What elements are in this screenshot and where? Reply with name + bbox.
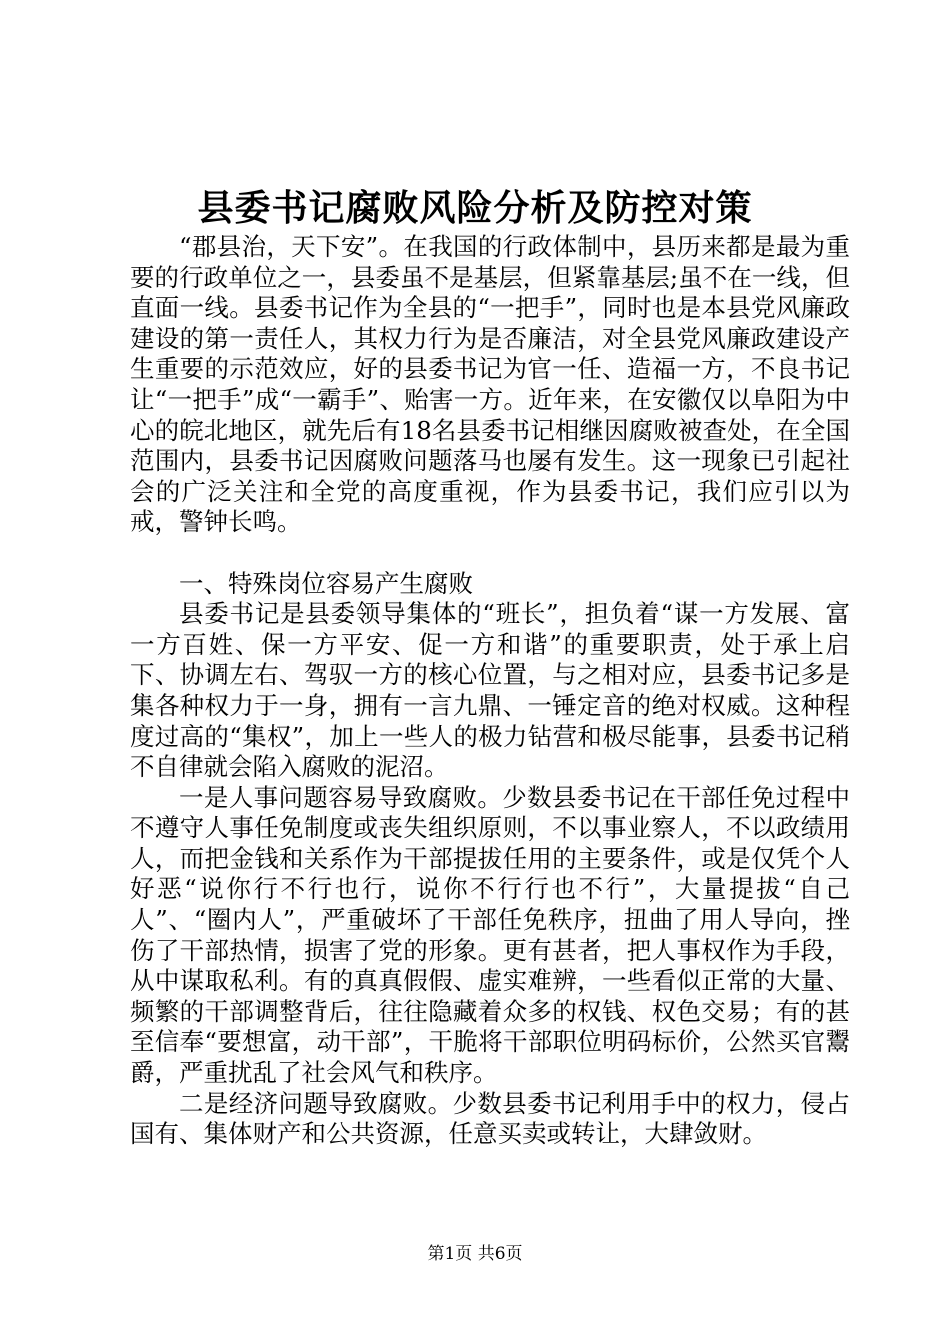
document-title: 县委书记腐败风险分析及防控对策 <box>197 187 753 229</box>
intro-paragraph: “郡县治，天下安”。在我国的行政体制中，县历来都是最为重要的行政单位之一，县委虽不是基层，但紧靠基层;虽不在一线，但直面一线。县委书记作为全县的“一把手”，同时也是本县党风廉政建设的第一责任人，其权力行为是否廉洁，对全县党风廉政建设产生重要的示范效应，好的县委书记为官一任、造福一方，不良书记让“一把手”成“一霸手”、贻害一方。近年来，在安徽仅以阜阳为中心的皖北地区，就先后有18名县委书记相继因腐败被查处，在全国范围内，县委书记因腐败问题落马也屡有发生。这一现象已引起社会的广泛关注和全党的高度重视，作为县委书记，我们应引以为戒，警钟长鸣。 <box>130 232 850 537</box>
document-body <box>130 232 850 1150</box>
section-paragraph-1: 县委书记是县委领导集体的“班长”，担负着“谋一方发展、富一方百姓、保一方平安、促一方和谐”的重要职责，处于承上启下、协调左右、驾驭一方的核心位置，与之相对应，县委书记多是集各种权力于一身，拥有一言九鼎、一锤定音的绝对权威。这种程度过高的“集权”，加上一些人的极力钻营和极尽能事，县委书记稍不自律就会陷入腐败的泥沼。 <box>130 599 850 782</box>
section-heading: 一、特殊岗位容易产生腐败 <box>179 568 473 598</box>
section-paragraph-2: 一是人事问题容易导致腐败。少数县委书记在干部任免过程中不遵守人事任免制度或丧失组织原则，不以事业察人，不以政绩用人，而把金钱和关系作为干部提拔任用的主要条件，或是仅凭个人好恶“说你行不行也行，说你不行行也不行”，大量提拔“自己人”、“圈内人”，严重破坏了干部任免秩序，扭曲了用人导向，挫伤了干部热情，损害了党的形象。更有甚者，把人事权作为手段，从中谋取私利。有的真真假假、虚实难辨，一些看似正常的大量、频繁的干部调整背后，往往隐藏着众多的权钱、权色交易；有的甚至信奉“要想富，动干部”，干脆将干部职位明码标价，公然买官鬻爵，严重扰乱了社会风气和秩序。 <box>130 782 850 1088</box>
page-footer: 第1页 共6页 <box>427 1244 523 1264</box>
section-paragraph-3: 二是经济问题导致腐败。少数县委书记利用手中的权力，侵占国有、集体财产和公共资源，任意买卖或转让，大肆敛财。 <box>130 1088 850 1149</box>
